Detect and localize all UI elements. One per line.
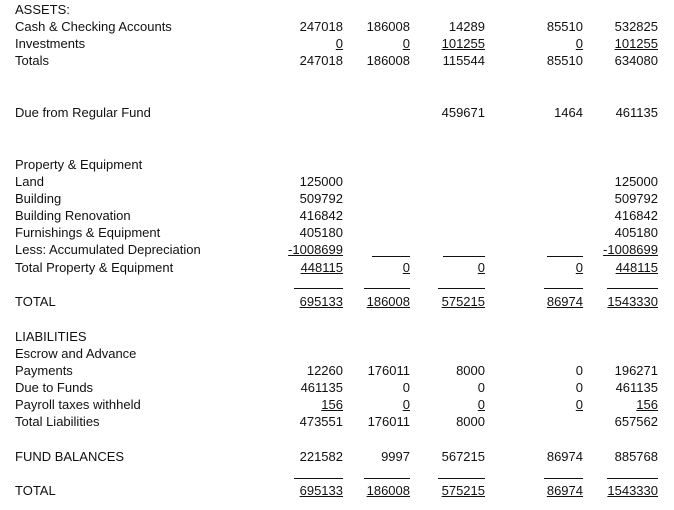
cell-col3: 14289 — [448, 19, 485, 34]
cell-col3: 575215 — [441, 483, 485, 498]
row-label: Less: Accumulated Depreciation — [15, 242, 201, 257]
total-rule-col1 — [294, 288, 343, 289]
total-rule-col2 — [364, 288, 410, 289]
total-liabilities-row — [0, 413, 674, 430]
cell-col3: 459671 — [441, 105, 485, 120]
cell-col2: 9997 — [381, 449, 410, 464]
final-rule-col3 — [438, 478, 485, 479]
row-label: Payroll taxes withheld — [15, 397, 141, 412]
row-label: Total Liabilities — [15, 414, 100, 429]
cell-col5: 461135 — [615, 105, 658, 120]
row-label: FUND BALANCES — [15, 449, 125, 464]
cell-col4: 85510 — [546, 53, 583, 68]
cell-col5: 416842 — [614, 208, 658, 223]
cell-col4: 85510 — [546, 19, 583, 34]
row-label: TOTAL — [15, 294, 56, 309]
cell-col2: 186008 — [366, 483, 410, 498]
cell-col1: 405180 — [299, 225, 343, 240]
row-label: Investments — [15, 36, 86, 51]
cell-col1: 221582 — [299, 449, 343, 464]
building-row — [0, 190, 674, 207]
fund-balances-row — [0, 448, 674, 465]
cell-col1: 509792 — [299, 191, 343, 206]
furnishings-row — [0, 224, 674, 241]
cell-col5: 1543330 — [607, 294, 658, 309]
cell-col1: 125000 — [299, 174, 343, 189]
cell-col5: 509792 — [614, 191, 658, 206]
property-header-row — [0, 156, 674, 173]
final-rule-col1 — [294, 478, 343, 479]
cell-col5: 196271 — [614, 363, 658, 378]
cell-col3: 8000 — [456, 363, 485, 378]
total-property-row — [0, 259, 674, 276]
cell-col1: 695133 — [299, 294, 343, 309]
cell-col5: 448115 — [615, 260, 658, 275]
cell-col5: -1008699 — [603, 242, 658, 257]
depreciation-row — [0, 241, 674, 258]
due-to-funds-row — [0, 379, 674, 396]
cell-col1: 156 — [321, 397, 343, 412]
cell-col1: -1008699 — [288, 242, 343, 257]
cell-col3: 115544 — [442, 53, 485, 68]
cell-col5: 101255 — [614, 36, 658, 51]
escrow-row — [0, 345, 674, 362]
cell-col5: 405180 — [614, 225, 658, 240]
investments-row — [0, 35, 674, 52]
blank-rule-col2 — [372, 256, 410, 257]
total-assets-row — [0, 293, 674, 310]
cell-col5: 125000 — [614, 174, 658, 189]
row-label: Building — [15, 191, 62, 206]
cell-col4: 0 — [575, 397, 583, 412]
payments-row — [0, 362, 674, 379]
cell-col2: 0 — [402, 36, 410, 51]
cell-col5: 461135 — [615, 380, 658, 395]
cell-col5: 1543330 — [607, 483, 658, 498]
cell-col4: 0 — [575, 36, 583, 51]
cash-row — [0, 18, 674, 35]
cell-col1: 0 — [335, 36, 343, 51]
cell-col1: 247018 — [299, 19, 343, 34]
final-rule-col2 — [364, 478, 410, 479]
cell-col2: 186008 — [366, 19, 410, 34]
cell-col5: 885768 — [614, 449, 658, 464]
blank-rule-col3 — [443, 256, 485, 257]
cell-col2: 176011 — [367, 363, 410, 378]
cell-col5: 156 — [636, 397, 658, 412]
cell-col1: 12260 — [306, 363, 343, 378]
cell-col2: 186008 — [366, 53, 410, 68]
cell-col2: 0 — [402, 380, 410, 395]
row-label: Totals — [15, 53, 49, 68]
total-rule-col3 — [438, 288, 485, 289]
section-heading-assets: ASSETS: — [15, 2, 70, 17]
cell-col4: 0 — [575, 260, 583, 275]
due-regular-row — [0, 104, 674, 121]
cell-col2: 0 — [402, 397, 410, 412]
cell-col1: 247018 — [299, 53, 343, 68]
row-label: Building Renovation — [15, 208, 131, 223]
blank-rule-col4 — [547, 256, 583, 257]
final-rule-col5 — [607, 478, 658, 479]
assets-header-row — [0, 1, 674, 18]
totals-row — [0, 52, 674, 69]
cell-col3: 567215 — [441, 449, 485, 464]
row-label: Cash & Checking Accounts — [15, 19, 172, 34]
cell-col3: 8000 — [456, 414, 485, 429]
row-label: Escrow and Advance — [15, 346, 137, 361]
cell-col4: 1464 — [554, 105, 583, 120]
liabilities-header-row — [0, 328, 674, 345]
cell-col4: 86974 — [546, 483, 583, 498]
cell-col2: 0 — [402, 260, 410, 275]
cell-col3: 0 — [477, 260, 485, 275]
cell-col1: 695133 — [299, 483, 343, 498]
cell-col3: 101255 — [441, 36, 485, 51]
row-label: Due to Funds — [15, 380, 94, 395]
cell-col1: 448115 — [300, 260, 343, 275]
cell-col4: 86974 — [546, 449, 583, 464]
cell-col2: 176011 — [367, 414, 410, 429]
cell-col4: 86974 — [546, 294, 583, 309]
total-final-row — [0, 482, 674, 499]
total-rule-col5 — [607, 288, 658, 289]
payroll-row — [0, 396, 674, 413]
section-heading-liabilities: LIABILITIES — [15, 329, 87, 344]
final-rule-col4 — [544, 478, 583, 479]
cell-col4: 0 — [575, 363, 583, 378]
cell-col5: 634080 — [614, 53, 658, 68]
cell-col2: 186008 — [366, 294, 410, 309]
total-rule-col4 — [544, 288, 583, 289]
cell-col1: 461135 — [300, 380, 343, 395]
section-heading-property: Property & Equipment — [15, 157, 143, 172]
cell-col1: 473551 — [299, 414, 343, 429]
row-label: TOTAL — [15, 483, 56, 498]
row-label: Land — [15, 174, 44, 189]
cell-col4: 0 — [575, 380, 583, 395]
cell-col1: 416842 — [299, 208, 343, 223]
row-label: Furnishings & Equipment — [15, 225, 161, 240]
row-label: Total Property & Equipment — [15, 260, 174, 275]
cell-col3: 0 — [477, 380, 485, 395]
cell-col3: 0 — [477, 397, 485, 412]
row-label: Payments — [15, 363, 73, 378]
cell-col5: 657562 — [614, 414, 658, 429]
land-row — [0, 173, 674, 190]
renovation-row — [0, 207, 674, 224]
row-label: Due from Regular Fund — [15, 105, 151, 120]
cell-col5: 532825 — [614, 19, 658, 34]
cell-col3: 575215 — [441, 294, 485, 309]
